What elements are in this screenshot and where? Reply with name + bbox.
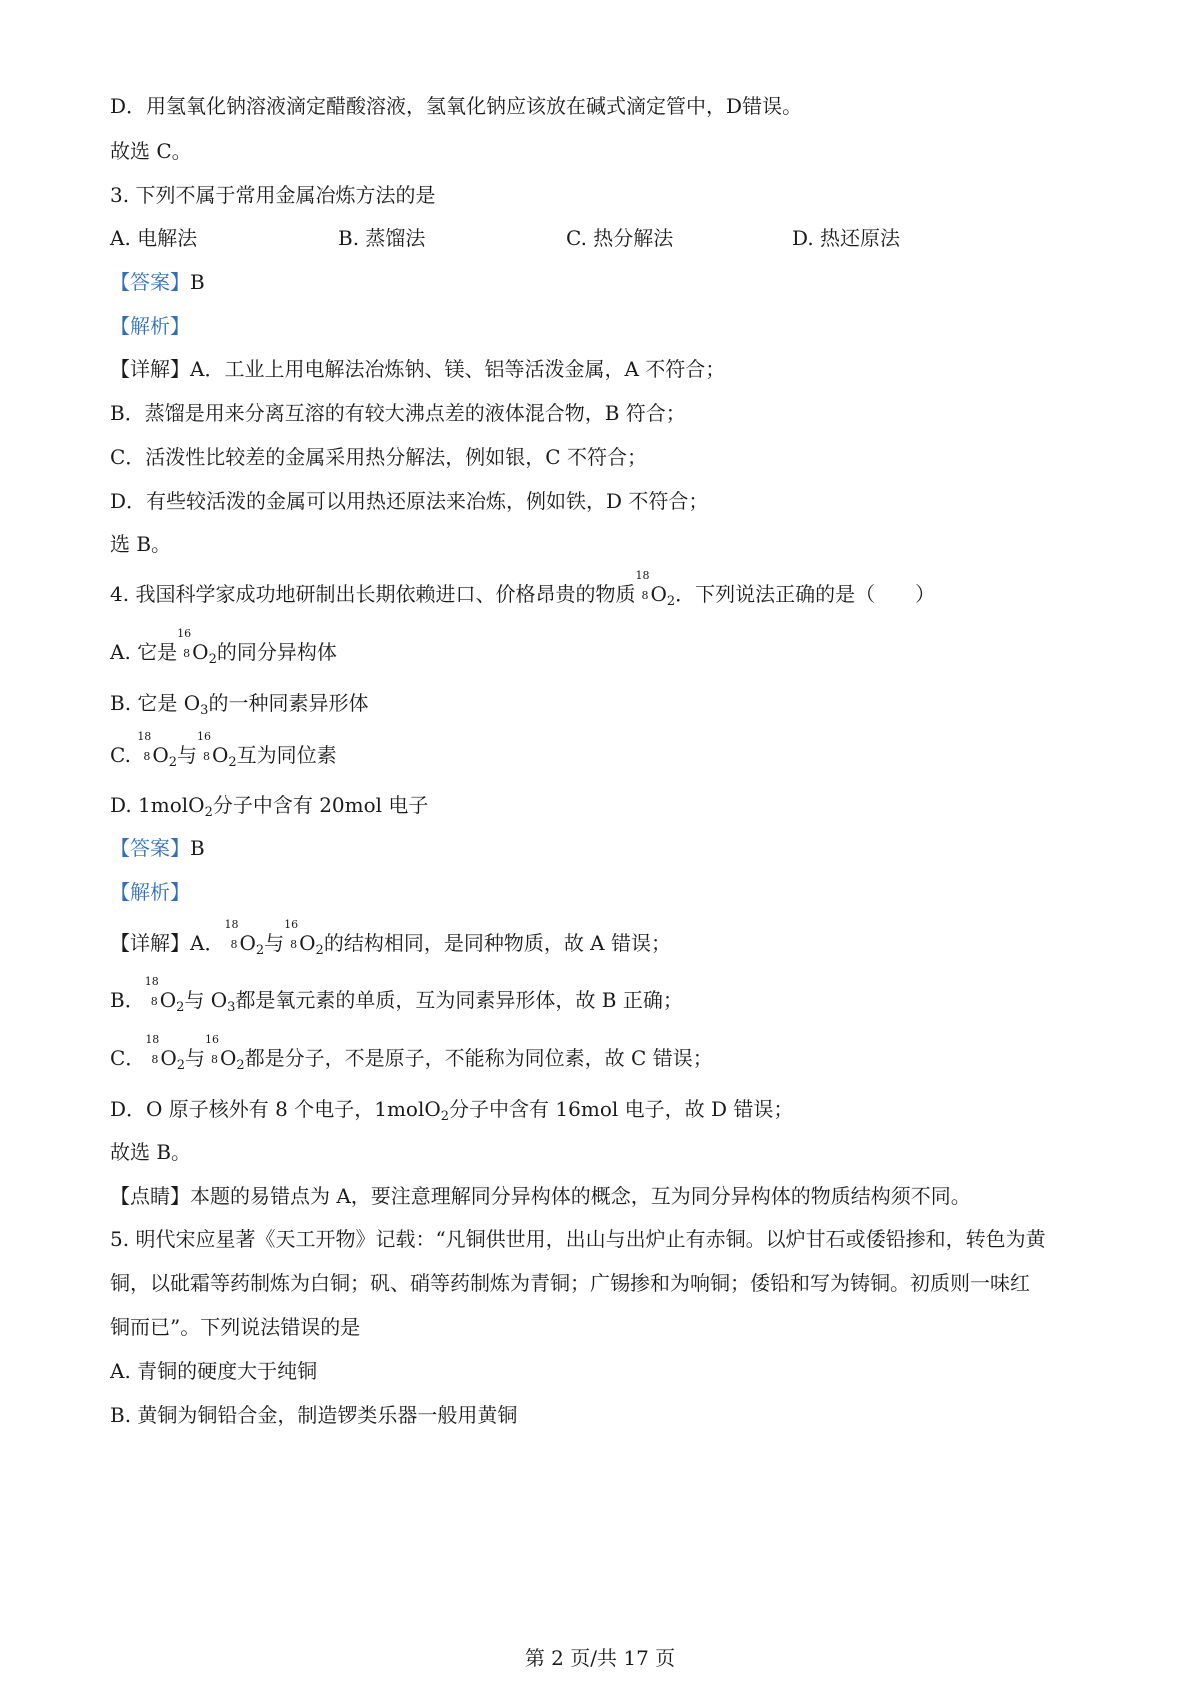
detail-text: A．工业上用电解法冶炼钠、镁、铝等活泼金属，A 不符合； [190, 357, 726, 381]
atomic-number: 8 [183, 647, 191, 660]
subscript: 2 [228, 755, 237, 770]
subscript: 2 [208, 652, 217, 667]
atomic-number: 8 [290, 938, 298, 951]
element-symbol: O [220, 1046, 237, 1070]
detail-text: 与 [264, 931, 285, 955]
mass-number: 16 [177, 627, 192, 640]
detail-text: B． [110, 988, 145, 1012]
option-text: 的一种同素异形体 [208, 691, 369, 715]
subscript: 2 [236, 1058, 245, 1073]
detail-line [110, 355, 725, 383]
q3-option-d: D. 热还原法 [792, 226, 901, 250]
text-line: D．有些较活泼的金属可以用热还原法来冶炼，例如铁，D 不符合； [110, 489, 709, 513]
atomic-number: 8 [230, 938, 238, 951]
isotope-18o [635, 569, 650, 602]
detail-tag: 【详解】 [110, 931, 190, 955]
atomic-number: 8 [211, 1053, 218, 1066]
option-text: B. 它是 O [110, 691, 201, 715]
q4-option-d [110, 791, 428, 827]
text-line: 故选 B。 [110, 1140, 192, 1164]
isotope-18o [144, 975, 160, 1008]
q4-option-b [110, 689, 368, 725]
tip-line [110, 1182, 971, 1210]
element-symbol: O [212, 743, 229, 767]
isotope-18o [224, 918, 239, 951]
mass-number: 18 [137, 730, 152, 743]
answer-line [110, 268, 205, 296]
detail-text: 分子中含有 16mol 电子，故 D 错误； [449, 1097, 794, 1121]
subscript: 2 [176, 1000, 185, 1015]
isotope-16o [205, 1033, 220, 1066]
isotope-18o [145, 1033, 160, 1066]
atomic-number: 8 [143, 750, 151, 763]
text-line: B．蒸馏是用来分离互溶的有较大沸点差的液体混合物，B 符合； [110, 401, 686, 425]
text-line [110, 975, 683, 1022]
isotope-16o [197, 730, 212, 763]
option-text: 的同分异构体 [216, 640, 337, 664]
page-footer: 第 2 页/共 17 页 [524, 1646, 676, 1670]
question-5-cont: 铜，以砒霜等药制炼为白铜；矾、硝等药制炼为青铜；广锡掺和为响铜；倭铅和写为铸铜。初质则一味红 [110, 1271, 1030, 1295]
element-symbol: O [650, 582, 667, 606]
answer-line [110, 834, 205, 862]
isotope-18o [137, 730, 152, 763]
element-symbol: O [192, 640, 209, 664]
subscript: 2 [315, 943, 324, 958]
answer-tag: 【答案】 [110, 836, 190, 860]
detail-text: A． [190, 931, 225, 955]
q4-option-c [110, 730, 337, 777]
detail-tag: 【详解】 [110, 357, 190, 381]
analysis-tag: 【解析】 [110, 880, 190, 904]
detail-text: 都是氧元素的单质，互为同素异形体，故 B 正确； [235, 988, 683, 1012]
element-symbol: O [159, 988, 177, 1012]
subscript: 2 [168, 755, 177, 770]
question-5: 5. 明代宋应星著《天工开物》记载：“凡铜供世用，出山与出炉止有赤铜。以炉甘石或倭铅掺和，转色为黄 [110, 1227, 1046, 1251]
q4-text: 4. 我国科学家成功地研制出长期依赖进口、价格昂贵的物质 [110, 582, 636, 606]
isotope-16o [284, 918, 299, 951]
subscript: 2 [440, 1109, 450, 1124]
question-5-cont: 铜而已”。下列说法错误的是 [110, 1315, 361, 1339]
mass-number: 18 [635, 569, 650, 582]
q5-option-a: A. 青铜的硬度大于纯铜 [110, 1359, 318, 1383]
element-symbol: O [239, 931, 256, 955]
subscript: 2 [255, 943, 265, 958]
option-text: C. [110, 743, 131, 767]
q3-option-a: A. 电解法 [110, 226, 198, 250]
answer-value: B [190, 270, 205, 294]
detail-text: 的结构相同，是同种物质，故 A 错误； [323, 931, 671, 955]
mass-number: 18 [145, 1033, 160, 1046]
question-3: 3. 下列不属于常用金属冶炼方法的是 [110, 183, 436, 207]
q5-option-b: B. 黄铜为铜铅合金，制造锣类乐器一般用黄铜 [110, 1403, 518, 1427]
mass-number: 16 [205, 1033, 219, 1046]
option-text: 与 [177, 743, 197, 767]
option-text: A. 它是 [110, 640, 178, 664]
element-symbol: O [299, 931, 316, 955]
element-symbol: O [160, 1046, 177, 1070]
text-line [110, 1033, 713, 1080]
answer-tag: 【答案】 [110, 270, 190, 294]
subscript: 2 [204, 805, 213, 820]
q4-text: ．下列说法正确的是（ ） [675, 582, 936, 606]
detail-text: D．O 原子核外有 8 个电子，1molO [110, 1097, 441, 1121]
option-text: D. 1molO [110, 793, 205, 817]
question-4 [110, 569, 936, 616]
tip-text: 本题的易错点为 A，要注意理解同分异构体的概念，互为同分异构体的物质结构须不同。 [190, 1184, 971, 1208]
mass-number: 16 [197, 730, 211, 743]
mass-number: 18 [144, 975, 159, 988]
atomic-number: 8 [203, 750, 210, 763]
subscript: 2 [666, 594, 676, 609]
detail-text: C． [110, 1046, 146, 1070]
text-line: C．活泼性比较差的金属采用热分解法，例如银，C 不符合； [110, 445, 647, 469]
q3-option-c: C. 热分解法 [566, 226, 674, 250]
isotope-16o [177, 627, 192, 660]
text-line: 故选 C。 [110, 139, 192, 163]
detail-text: 与 [185, 1046, 205, 1070]
mass-number: 16 [284, 918, 299, 931]
answer-value: B [190, 836, 205, 860]
text-line: D．用氢氧化钠溶液滴定醋酸溶液，氢氧化钠应该放在碱式滴定管中，D错误。 [110, 94, 803, 118]
detail-text: 都是分子，不是原子，不能称为同位素，故 C 错误； [244, 1046, 713, 1070]
option-text: 互为同位素 [236, 743, 337, 767]
subscript: 2 [176, 1058, 185, 1073]
q4-option-a [110, 627, 337, 674]
text-line [110, 1095, 793, 1131]
option-text: 分子中含有 20mol 电子 [212, 793, 429, 817]
subscript: 3 [227, 1000, 236, 1015]
atomic-number: 8 [151, 1053, 159, 1066]
analysis-tag: 【解析】 [110, 314, 190, 338]
tip-tag: 【点睛】 [110, 1184, 190, 1208]
subscript: 3 [200, 703, 209, 718]
atomic-number: 8 [641, 589, 649, 602]
detail-line [110, 918, 671, 965]
atomic-number: 8 [150, 995, 158, 1008]
mass-number: 18 [224, 918, 239, 931]
text-line: 选 B。 [110, 532, 172, 556]
detail-text: 与 O [184, 988, 228, 1012]
element-symbol: O [152, 743, 169, 767]
q3-option-b: B. 蒸馏法 [338, 226, 426, 250]
